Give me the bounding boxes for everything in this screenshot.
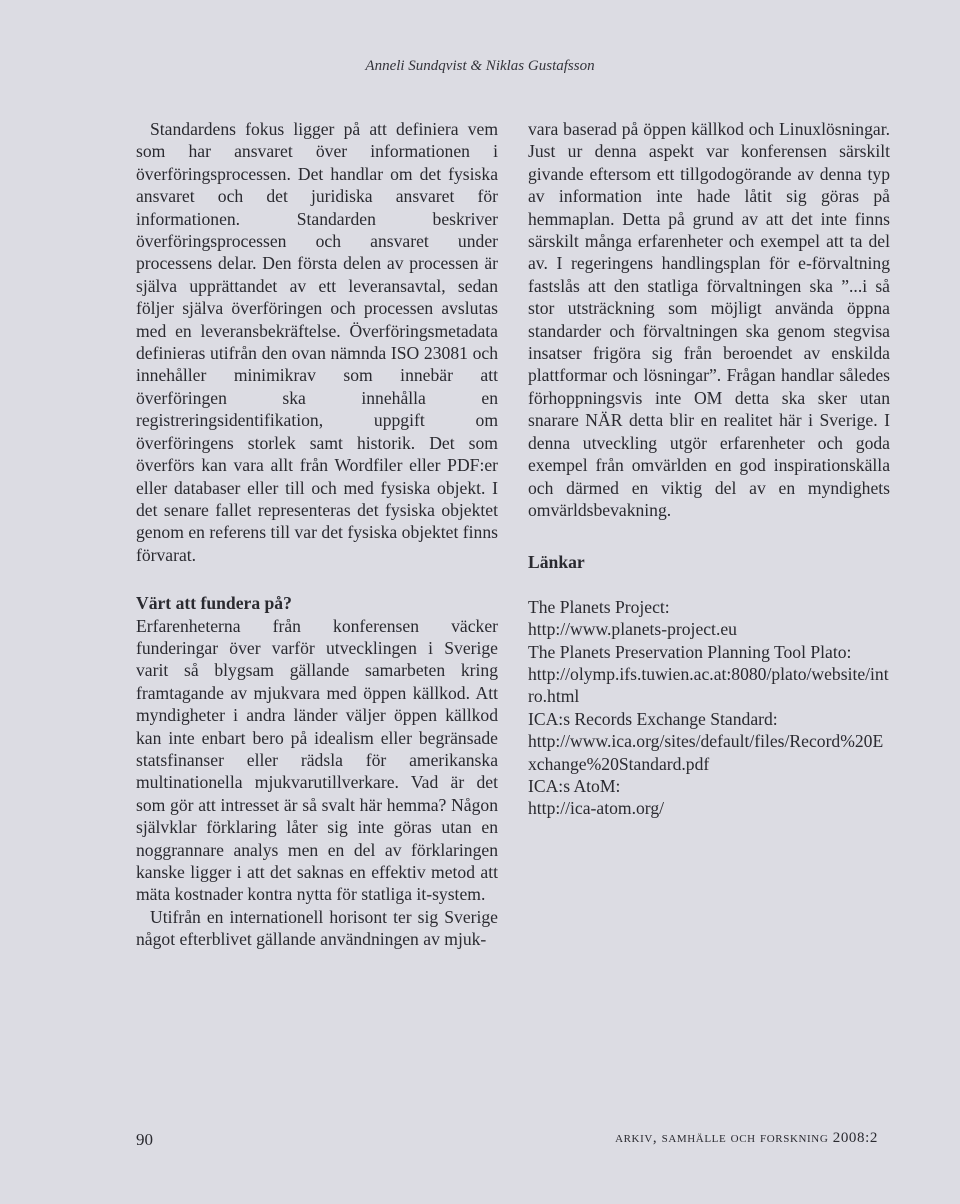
link-url[interactable]: http://olymp.ifs.tuwien.ac.at:8080/plato/website/intro.html: [528, 663, 889, 707]
link-title: The Planets Project:: [528, 596, 670, 617]
link-entry: [528, 775, 890, 820]
section-heading: Värt att fundera på?: [136, 593, 292, 614]
link-title: ICA:s Records Exchange Standard:: [528, 708, 778, 729]
link-title: ICA:s AtoM:: [528, 775, 621, 796]
page-number: 90: [136, 1130, 153, 1149]
running-head-authors: Anneli Sundqvist & Niklas Gustafsson: [365, 58, 595, 74]
link-url[interactable]: http://www.ica.org/sites/default/files/Record%20Exchange%20Standard.pdf: [528, 731, 884, 774]
journal-title: arkiv, samhälle och forskning 2008:2: [615, 1130, 878, 1146]
body-paragraph: Standardens fokus ligger på att definiera vem som har ansvaret över informationen i överföringsprocessen. Det handlar om det fysiska ansvaret och det juridiska ansvaret för informationen. Standarden beskriver överföringsprocessen och ansvaret under processens delar. Den första delen av processen är själva upprättandet av ett leveransavtal, sedan följer själva överföringen och processen avslutas med en leveransbekräftelse. Överföringsmetadata definieras utifrån den ovan nämnda ISO 23081 och innehåller minimikrav som innebär att överföringen ska innehålla en registreringsidentifikation, uppgift om överföringens storlek samt historik. Det som överförs kan vara allt från Wordfiler eller PDF:er eller databaser eller till och med fysiska objekt. I det senare fallet representeras det fysiska objektet genom en referens till var det fysiska objektet finns förvarat.: [136, 119, 498, 565]
link-entry: [528, 641, 890, 708]
right-column: [528, 118, 890, 820]
link-entry: [528, 596, 890, 641]
link-url[interactable]: http://ica-atom.org/: [528, 798, 664, 819]
link-title: The Planets Preservation Planning Tool Plato:: [528, 641, 852, 662]
link-entry: [528, 708, 890, 775]
body-paragraph: Utifrån en internationell horisont ter sig Sverige något efterblivet gällande användningen av mjuk-: [136, 906, 498, 950]
body-paragraph: Erfarenheterna från konferensen väcker funderingar över varför utvecklingen i Sverige varit så blygsam gällande samarbeten kring framtagande av mjukvara med öppen källkod. Att myndigheter i andra länder väljer öppen källkod kan inte enbart bero på idealism eller begränsade statsfinanser eller rädsla för amerikanska multinationella mjukvarutillverkare. Vad är det som gör att intresset är så svalt här hemma? Någon självklar förklaring låter sig inte göras utan en noggrannare analys men en del av förklaringen kanske ligger i att det saknas en effektiv metod att mäta kostnader kontra nytta för statliga it-system.: [136, 615, 498, 905]
links-heading: Länkar: [528, 552, 585, 573]
link-url[interactable]: http://www.planets-project.eu: [528, 619, 737, 640]
body-paragraph: vara baserad på öppen källkod och Linuxlösningar. Just ur denna aspekt var konferensen särskilt givande eftersom ett tillgodogörande av denna typ av information inte hade låtit sig göras på hemmaplan. Detta på grund av att det inte finns särskilt många erfarenheter och exempel att ta del av. I regeringens handlingsplan för e-förvaltning fastslås att den statliga förvaltningen ska ”...i så stor utsträckning som möjligt använda öppna standarder och förvaltningen ska genom stegvisa insatser frigöra sig från beroendet av enskilda plattformar och lösningar”. Frågan handlar således förhoppningsvis inte OM detta ska sker utan snarare NÄR detta blir en realitet här i Sverige. I denna utveckling utgör erfarenheter och goda exempel från omvärlden en god inspirationskälla och därmed en viktig del av en myndighets omvärldsbevakning.: [528, 119, 890, 520]
left-column: [136, 118, 498, 951]
